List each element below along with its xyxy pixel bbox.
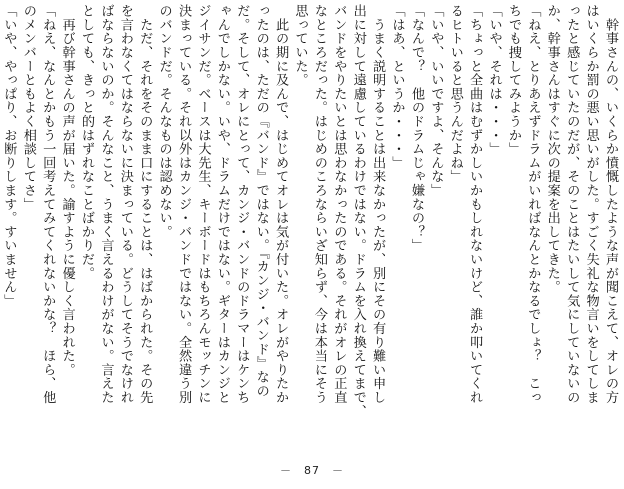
text-line: としても、きっと的はずれなことばかりだ。 xyxy=(79,4,95,280)
text-line: ただ、それをそのまま口にすることは、はばかられた。その先 xyxy=(137,4,153,405)
text-line: 思っていた。 xyxy=(292,4,308,87)
text-line: 出に対して遠慮しているわけではない。ドラムを入れ換えてまで、 xyxy=(350,4,366,418)
text-line: 「いや、やっぱり、お断りします。すいません」 xyxy=(1,4,17,308)
text-line: 「ねえ、とりあえずドラムがいればなんとかなるでしょ？ こっ xyxy=(525,4,541,405)
text-line: うまく説明することは出来なかったが、別にその有り難い申し xyxy=(370,4,386,405)
vertical-body-text xyxy=(1,4,620,446)
text-line: ったのは、ただの『バンド』ではない。『カンジ・バンド』なの xyxy=(253,4,269,398)
text-line: 「いや、それは・・・」 xyxy=(486,4,502,156)
text-line: か、幹事さんはすぐに次の提案を出してきた。 xyxy=(544,4,560,294)
text-line: はいくらか罰の悪い思いがした。すごく失礼な物言いをしてしま xyxy=(583,4,599,405)
text-line: るヒトいると思うんだよね」 xyxy=(447,4,463,184)
text-line: 「いや、いいですよ、そんな」 xyxy=(428,4,444,198)
text-line: を言わなくてはならないに決まっている。どうしてそうでなけれ xyxy=(117,4,133,405)
text-line: 「ねえ、なんとかもう一回考えてみてくれないかな？ ほら、他 xyxy=(40,4,56,405)
text-line: ちでも捜してみようか」 xyxy=(505,4,521,156)
text-line: ったと感じていたのだが、そのことはたいして気にしていないの xyxy=(564,4,580,405)
text-line: ばならないのか。そんなこと、うまく言えるわけがない。言えた xyxy=(98,4,114,405)
page-number: － 87 － xyxy=(280,464,344,477)
text-line: ジイサンだ。ベースは大先生、キーボードはもちろんモッチンに xyxy=(195,4,211,405)
text-line: 此の期に及んで、はじめてオレは気が付いた。オレがやりたか xyxy=(273,4,289,405)
text-line: 「はあ、というか・・・」 xyxy=(389,4,405,170)
text-line: ゃんでしかない。いや、ドラムだけではない。ギターはカンジと xyxy=(214,4,230,405)
text-line: 「ちょっと全曲はむずかしいかもしれないけど、誰か叩いてくれ xyxy=(467,4,483,405)
text-line: 再び幹事さんの声が届いた。諭すように優しく言われた。 xyxy=(59,4,75,377)
text-line: バンドをやりたいとは思わなかったのである。それがオレの正直 xyxy=(331,4,347,405)
text-line: だ。そして、オレにとって、カンジ・バンドのドラマーはケンち xyxy=(234,4,250,405)
text-line: なところだった。はじめのころならいざ知らず、今は本当にそう xyxy=(311,4,327,405)
text-line: 「なんで？ 他のドラムじゃ嫌なの？」 xyxy=(408,4,424,253)
text-line: 幹事さんの、いくらか憤慨したような声が聞こえて、オレの方 xyxy=(603,4,618,405)
body-text-area xyxy=(1,4,620,446)
text-line: のバンドだ。そんなものは認めない。 xyxy=(156,4,172,239)
text-line: のメンバーともよく相談してさ」 xyxy=(20,4,36,211)
text-line: 決まっている。それ以外はカンジ・バンドではない。全然違う別 xyxy=(176,4,192,405)
